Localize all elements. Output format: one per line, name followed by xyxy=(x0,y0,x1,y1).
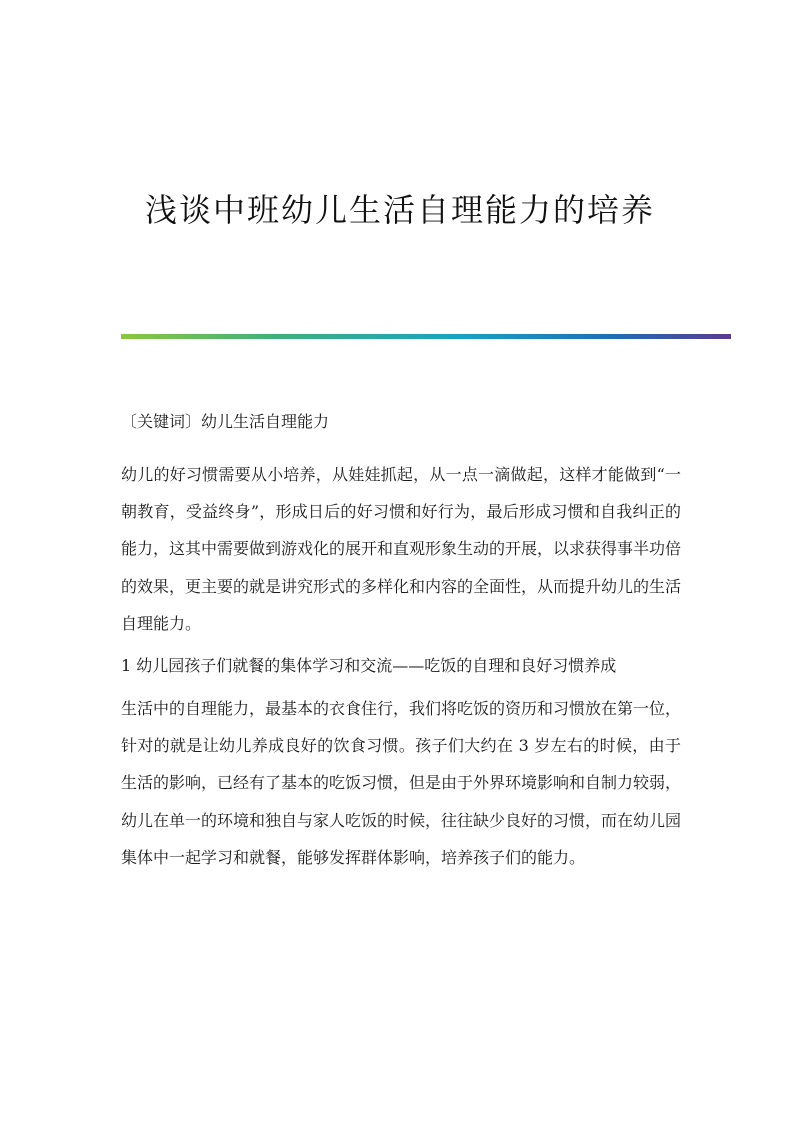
document-title: 浅谈中班幼儿生活自理能力的培养 xyxy=(144,191,655,229)
section-paragraph: 生活中的自理能力，最基本的衣食住行，我们将吃饭的资历和习惯放在第一位，针对的就是让幼儿养成良好的饮食习惯。孩子们大约在 3 岁左右的时候，由于生活的影响，已经有了基本的吃饭习惯，但是由于外界环境影响和自制力较弱，幼儿在单一的环境和独自与家人吃饭的时候，往往缺少良好的习惯，而在幼儿园集体中一起学习和就餐，能够发挥群体影响，培养孩子们的能力。 xyxy=(121,699,682,867)
intro-paragraph: 幼儿的好习惯需要从小培养，从娃娃抓起，从一点一滴做起，这样才能做到“一朝教育，受益终身”，形成日后的好习惯和好行为，最后形成习惯和自我纠正的能力，这其中需要做到游戏化的展开和直观形象生动的开展，以求获得事半功倍的效果，更主要的就是讲究形式的多样化和内容的全面性，从而提升幼儿的生活自理能力。 xyxy=(121,465,682,633)
keywords-line: 〔关键词〕幼儿生活自理能力 xyxy=(121,412,330,431)
section-heading: 1 幼儿园孩子们就餐的集体学习和交流——吃饭的自理和良好习惯养成 xyxy=(121,656,617,676)
document-body xyxy=(121,402,681,876)
gradient-divider xyxy=(121,334,731,339)
